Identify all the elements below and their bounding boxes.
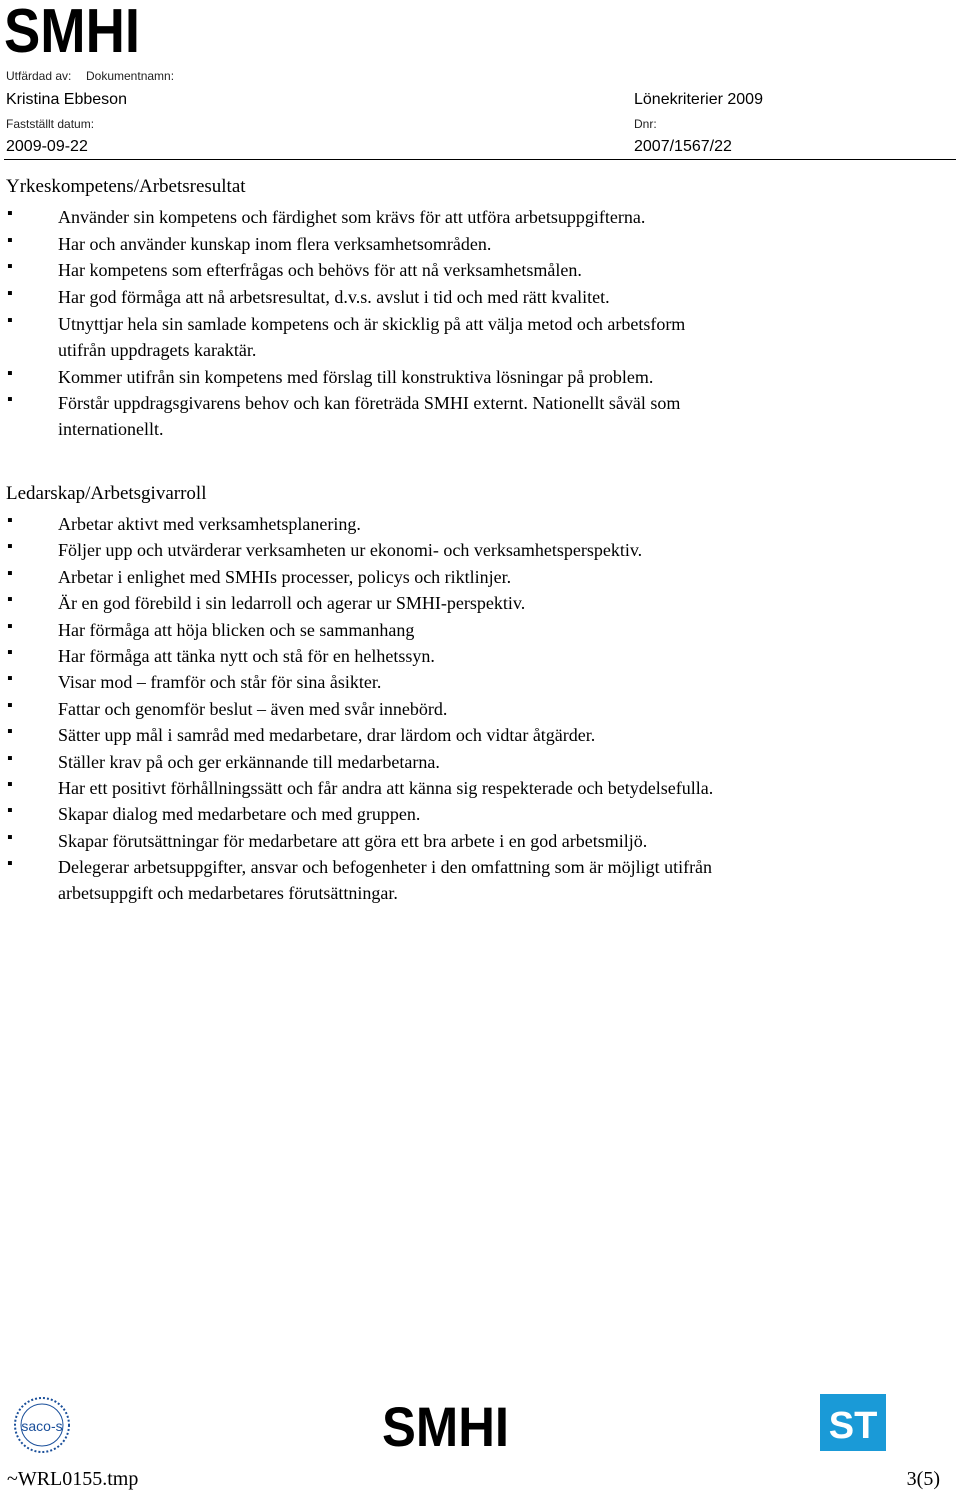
list-item-continuation: arbetsuppgift och medarbetares förutsättningar.	[58, 883, 398, 903]
list-item-continuation: utifrån uppdragets karaktär.	[58, 340, 257, 360]
header-divider	[4, 159, 956, 160]
bullet-icon: ▪	[7, 285, 13, 302]
list-item: Har förmåga att höja blicken och se sammanhang	[58, 620, 415, 640]
issued-by-label: Utfärdad av:	[6, 69, 72, 83]
st-logo	[820, 1394, 886, 1451]
list-item: Kommer utifrån sin kompetens med förslag till konstruktiva lösningar på problem.	[58, 367, 654, 387]
list-item: Har kompetens som efterfrågas och behövs för att nå verksamhetsmålen.	[58, 260, 582, 280]
bullet-icon: ▪	[7, 391, 13, 408]
list-item: Har och använder kunskap inom flera verksamhetsområden.	[58, 234, 492, 254]
smhi-logo	[4, 0, 142, 66]
section-heading-ledarskap: Ledarskap/Arbetsgivarroll	[6, 483, 207, 504]
bullet-icon: ▪	[7, 312, 13, 329]
smhi-logo-text: SMHI	[4, 0, 140, 66]
bullet-icon: ▪	[7, 644, 13, 661]
document-name-value: Lönekriterier 2009	[634, 91, 763, 108]
list-item: Skapar dialog med medarbetare och med gruppen.	[58, 804, 421, 824]
document-name-label: Dokumentnamn:	[86, 69, 175, 83]
saco-s-logo-text: saco-s	[21, 1418, 63, 1434]
smhi-footer-logo	[382, 1395, 510, 1458]
bullet-icon: ▪	[7, 670, 13, 687]
bullet-icon: ▪	[7, 802, 13, 819]
bullet-icon: ▪	[7, 750, 13, 767]
list-item: Följer upp och utvärderar verksamheten ur ekonomi- och verksamhetsperspektiv.	[58, 540, 643, 560]
st-logo-text: ST	[828, 1405, 878, 1447]
list-item: Utnyttjar hela sin samlade kompetens och är skicklig på att välja metod och arbetsform	[58, 314, 686, 334]
footer-filename: ~WRL0155.tmp	[7, 1468, 139, 1490]
established-date-label: Fastställt datum:	[6, 117, 95, 131]
bullet-icon: ▪	[7, 829, 13, 846]
list-item: Använder sin kompetens och färdighet som krävs för att utföra arbetsuppgifterna.	[58, 207, 646, 227]
list-item-continuation: internationellt.	[58, 419, 164, 439]
list-item: Arbetar i enlighet med SMHIs processer, policys och riktlinjer.	[58, 567, 512, 587]
list-item: Sätter upp mål i samråd med medarbetare, drar lärdom och vidtar åtgärder.	[58, 725, 596, 745]
bullet-icon: ▪	[7, 258, 13, 275]
established-date-value: 2009-09-22	[6, 138, 88, 155]
list-item: Skapar förutsättningar för medarbetare att göra ett bra arbete i en god arbetsmiljö.	[58, 831, 648, 851]
bullet-icon: ▪	[7, 538, 13, 555]
saco-s-logo	[0, 1392, 90, 1454]
bullet-icon: ▪	[7, 591, 13, 608]
bullet-icon: ▪	[7, 232, 13, 249]
list-item: Är en god förebild i sin ledarroll och agerar ur SMHI-perspektiv.	[58, 593, 526, 613]
bullet-icon: ▪	[7, 855, 13, 872]
list-item: Delegerar arbetsuppgifter, ansvar och befogenheter i den omfattning som är möjligt utifrån	[58, 857, 713, 877]
list-item: Har förmåga att tänka nytt och stå för en helhetssyn.	[58, 646, 435, 666]
bullet-icon: ▪	[7, 565, 13, 582]
dnr-label: Dnr:	[634, 117, 657, 131]
bullet-icon: ▪	[7, 365, 13, 382]
page-number: 3(5)	[906, 1468, 940, 1490]
list-item: Fattar och genomför beslut – även med svår innebörd.	[58, 699, 448, 719]
list-item: Visar mod – framför och står för sina åsikter.	[58, 672, 382, 692]
section-heading-yrkeskompetens: Yrkeskompetens/Arbetsresultat	[6, 176, 246, 197]
list-item: Förstår uppdragsgivarens behov och kan företräda SMHI externt. Nationellt såväl som	[58, 393, 681, 413]
list-item: Har ett positivt förhållningssätt och får andra att känna sig respekterade och betydelsefulla.	[58, 778, 714, 798]
dnr-value: 2007/1567/22	[634, 138, 732, 155]
bullet-icon: ▪	[7, 618, 13, 635]
bullet-icon: ▪	[7, 723, 13, 740]
issued-by-value: Kristina Ebbeson	[6, 91, 127, 108]
bullet-icon: ▪	[7, 512, 13, 529]
list-item: Arbetar aktivt med verksamhetsplanering.	[58, 514, 361, 534]
smhi-footer-logo-text: SMHI	[382, 1395, 509, 1458]
list-item: Ställer krav på och ger erkännande till medarbetarna.	[58, 752, 440, 772]
bullet-icon: ▪	[7, 205, 13, 222]
bullet-icon: ▪	[7, 776, 13, 793]
bullet-icon: ▪	[7, 697, 13, 714]
list-item: Har god förmåga att nå arbetsresultat, d.v.s. avslut i tid och med rätt kvalitet.	[58, 287, 610, 307]
